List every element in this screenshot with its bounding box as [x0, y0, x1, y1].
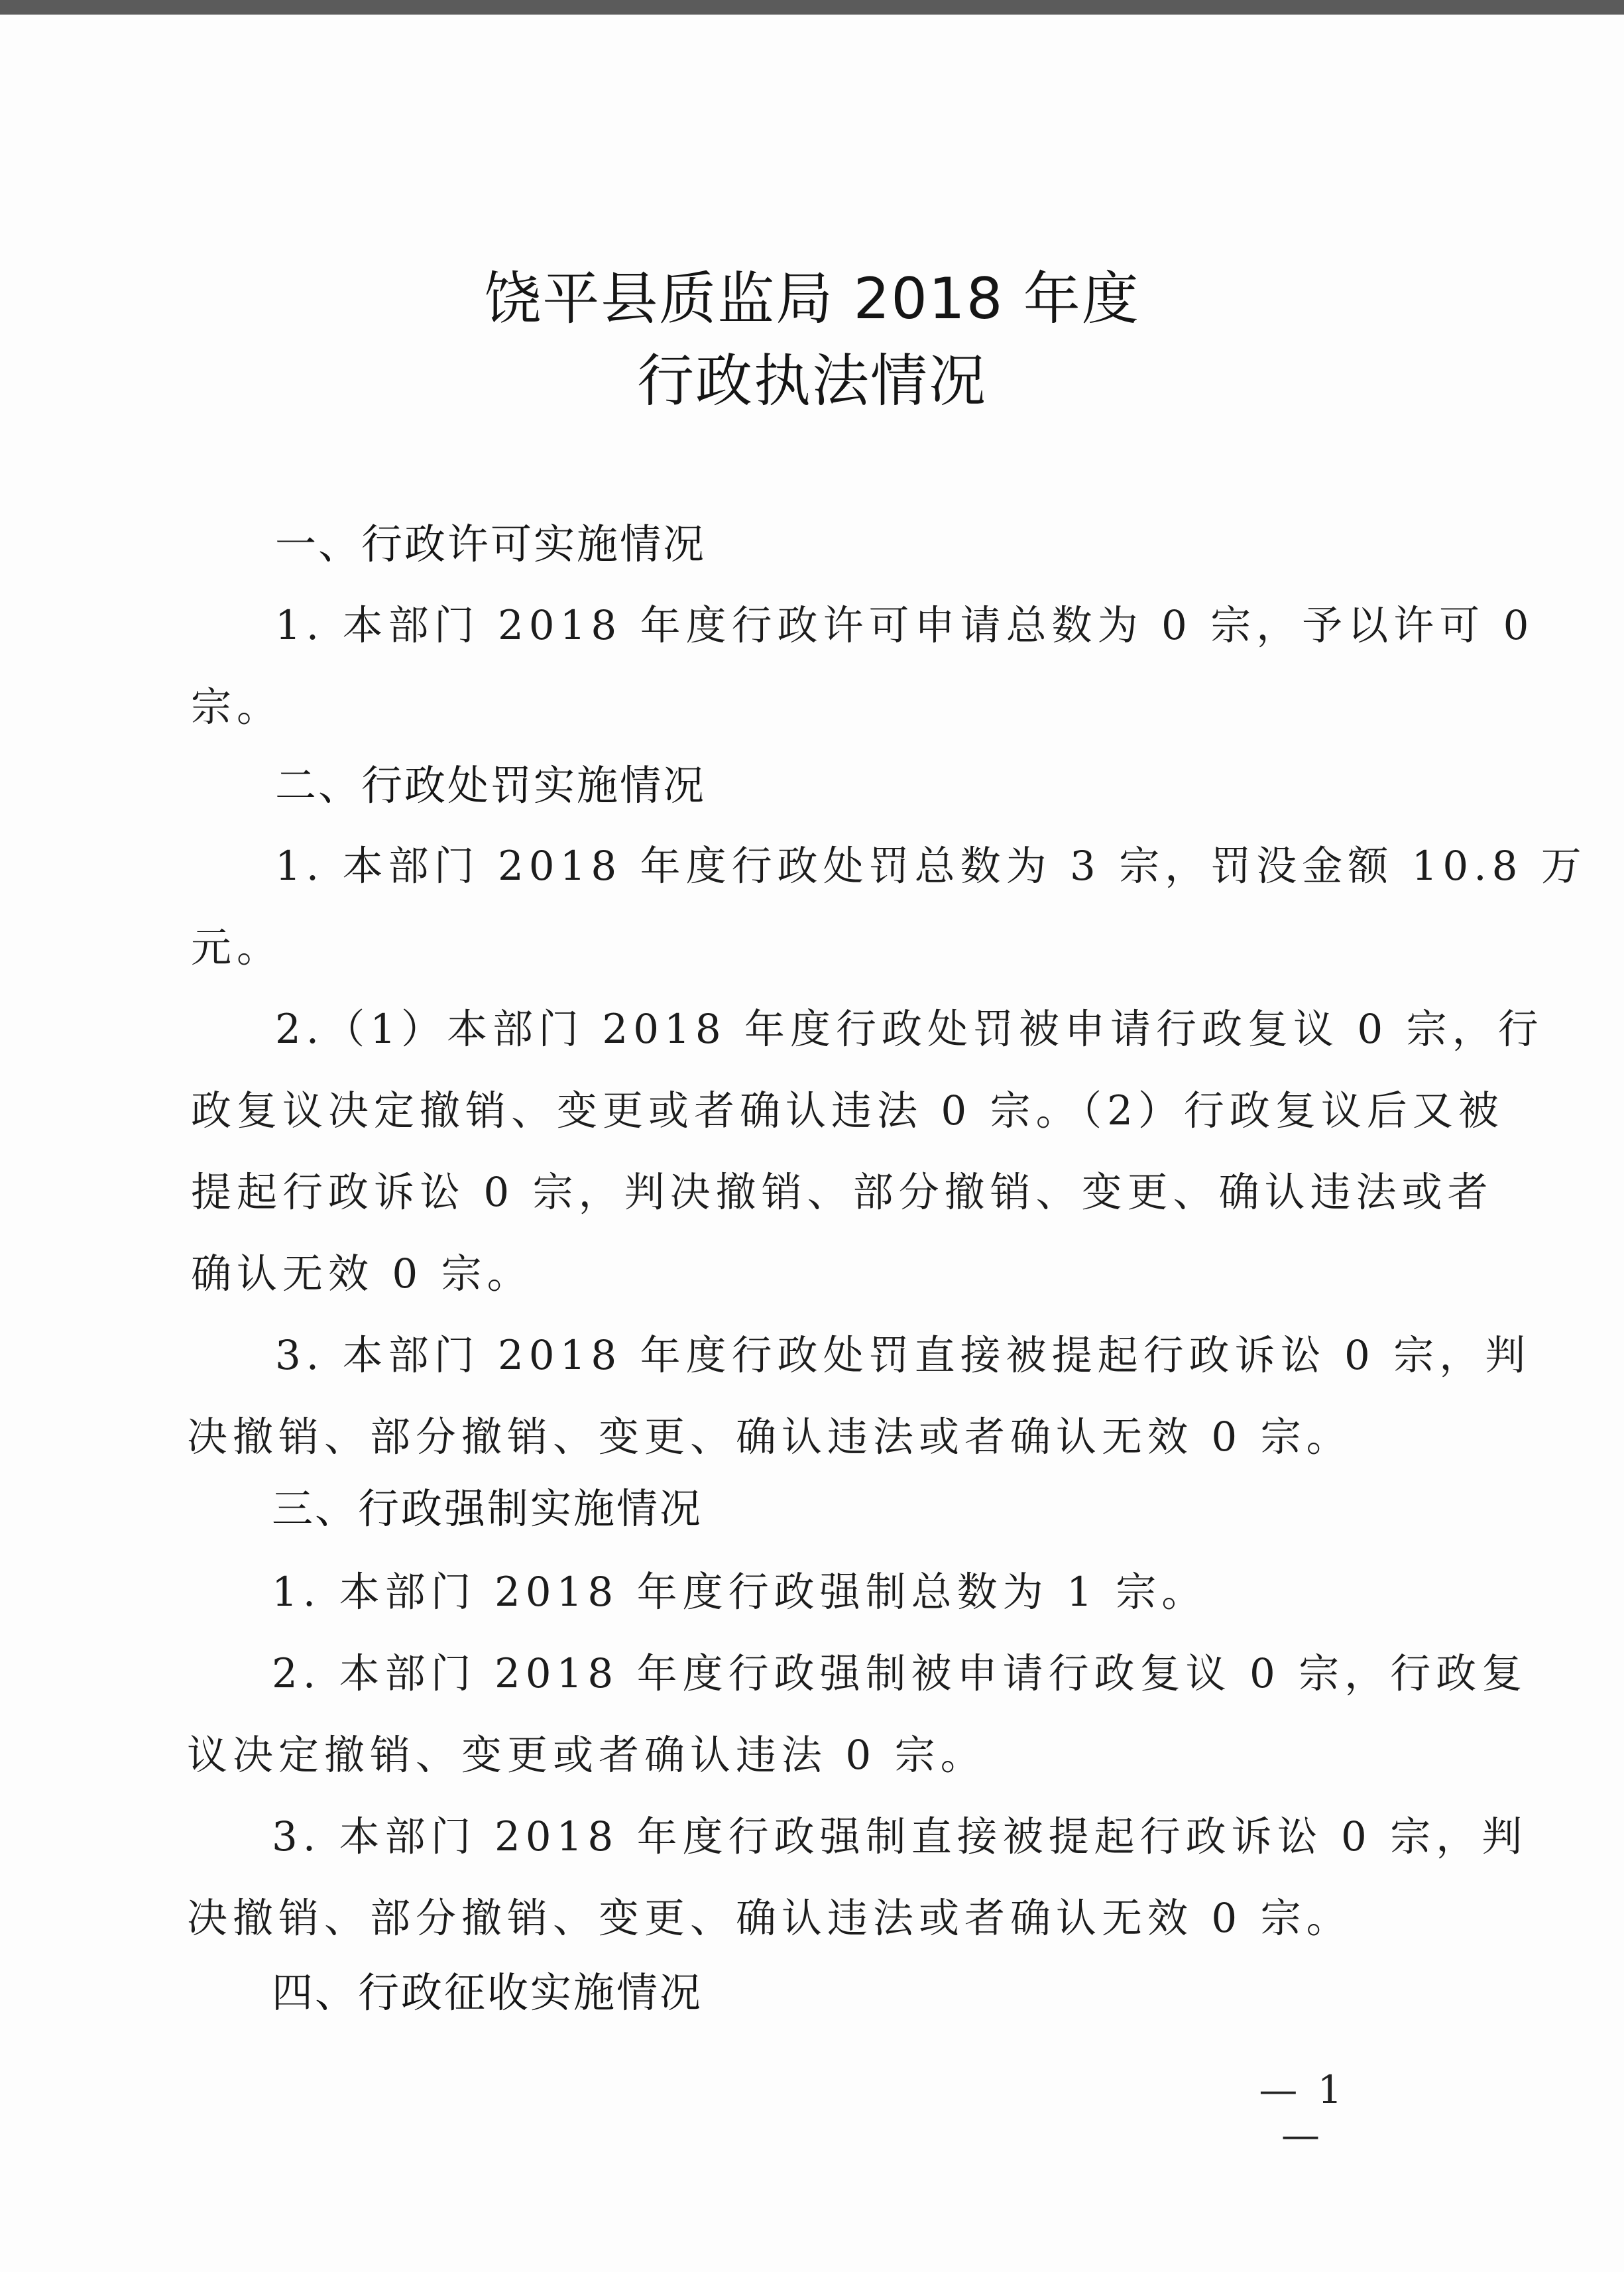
paragraph-line: 2.（1）本部门 2018 年度行政处罚被申请行政复议 0 宗，行 — [275, 1006, 1544, 1053]
paragraph-line: 确认无效 0 宗。 — [191, 1250, 533, 1297]
paragraph-line: 政复议决定撤销、变更或者确认违法 0 宗。（2）行政复议后又被 — [191, 1087, 1504, 1134]
paragraph-line: 元。 — [191, 924, 283, 971]
section-heading-administrative-licensing: 一、行政许可实施情况 — [275, 520, 707, 568]
paragraph-line: 3. 本部门 2018 年度行政强制直接被提起行政诉讼 0 宗，判 — [272, 1813, 1528, 1860]
paragraph-line: 宗。 — [191, 684, 283, 731]
paragraph-line: 1. 本部门 2018 年度行政许可申请总数为 0 宗，予以许可 0 — [275, 602, 1535, 649]
section-heading-administrative-penalty: 二、行政处罚实施情况 — [275, 761, 707, 809]
paragraph-line: 1. 本部门 2018 年度行政处罚总数为 3 宗，罚没金额 10.8 万 — [275, 843, 1587, 890]
section-heading-administrative-enforcement: 三、行政强制实施情况 — [272, 1484, 703, 1533]
paragraph-line: 议决定撤销、变更或者确认违法 0 宗。 — [187, 1732, 986, 1779]
page-number: — 1 — — [1259, 2067, 1346, 2157]
paragraph-line: 决撤销、部分撤销、变更、确认违法或者确认无效 0 宗。 — [187, 1413, 1352, 1461]
scan-top-edge — [0, 0, 1624, 15]
paragraph-line: 1. 本部门 2018 年度行政强制总数为 1 宗。 — [272, 1569, 1208, 1616]
paragraph-line: 3. 本部门 2018 年度行政处罚直接被提起行政诉讼 0 宗，判 — [275, 1332, 1531, 1379]
section-heading-administrative-levy: 四、行政征收实施情况 — [272, 1968, 703, 2017]
paragraph-line: 2. 本部门 2018 年度行政强制被申请行政复议 0 宗，行政复 — [272, 1650, 1528, 1697]
paragraph-line: 提起行政诉讼 0 宗，判决撤销、部分撤销、变更、确认违法或者 — [191, 1169, 1493, 1216]
paragraph-line: 决撤销、部分撤销、变更、确认违法或者确认无效 0 宗。 — [187, 1895, 1352, 1942]
document-title-line-1: 饶平县质监局 2018 年度 — [484, 266, 1140, 332]
document-title-line-2: 行政执法情况 — [637, 348, 987, 414]
